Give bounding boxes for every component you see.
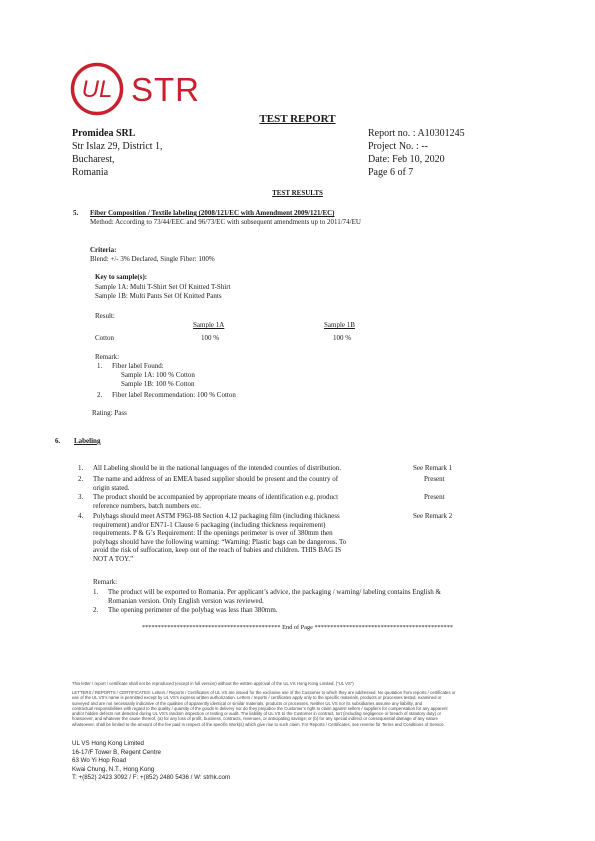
address-line: Kwai Chung, N.T., Hong Kong (72, 765, 155, 773)
footer-reproduction-note: This letter / report / certificate shall not be reproduced (except in full version) without the written approval of the UL VS Hong Kong Limited, (“UL VS”) (72, 681, 354, 686)
label-item-line: origin stated. (93, 483, 130, 492)
label-item-text (93, 493, 338, 510)
label-item-line: polybags should have the following warning: “Warning: Plastic bags can be dangerous. To (93, 537, 347, 546)
client-country: Romania (72, 167, 109, 178)
label-item-text (93, 512, 346, 564)
address-line: 63 Wo Yi Hop Road (72, 757, 127, 764)
disclaimer-line: and/or hidden defects not detected during UL VS’s random inspection or testing or audit. The liability of UL VS to the Customer in contract, tort (including negligence or breach of statutory duty) or (72, 711, 442, 717)
label-item-line: All Labeling should be in the national languages of the intended counties of distribution. (93, 464, 342, 472)
criteria-text: Blend: +/- 3% Declared, Single Fiber: 100% (90, 255, 215, 263)
remark6-text: The opening perimeter of the polybag was less than 380mm. (108, 606, 278, 614)
brand-name: STR (131, 71, 200, 108)
section6-number: 6. (55, 437, 61, 445)
client-block (72, 127, 163, 179)
disclaimer-line: contractual responsibilities with regard to the quality / quantity of the goods in delivery nor do they prejudice the Customer’s right to claim against sellers / suppliers for compensation for any apparent (72, 705, 448, 711)
rating: Rating: Pass (92, 409, 127, 417)
remark5-2-num: 2. (97, 391, 103, 399)
address-line: UL VS Hong Kong Limited (72, 740, 144, 747)
col-sample-1a: Sample 1A (193, 321, 225, 329)
remark6-num: 2. (93, 606, 99, 614)
label-item-result: See Remark 2 (413, 512, 453, 520)
remark5-label: Remark: (95, 353, 120, 361)
label-item-line: The name and address of an EMEA based supplier should be present and the country of (93, 475, 339, 483)
label-item-line: reference numbers, batch numbers etc. (93, 501, 202, 510)
sample-1b: Sample 1B: Multi Pants Set Of Knitted Pants (95, 292, 222, 300)
label-item-result: See Remark 1 (413, 464, 453, 472)
disclaimer-line: whatsoever, shall be limited to the amount of the fee paid in respect of the specific Work(s) which give rise to such claim. For Reports / Certificates, see reverse for Terms and Conditions of Service. (72, 721, 445, 727)
section5-method: Method: According to 73/44/EEC and 96/73/EC with subsequent amendments up to 2011/74/EU (90, 218, 361, 226)
disclaimer-line: LETTERS / REPORTS / CERTIFICATES: Letters / Reports / Certificates of UL VS are issued for the exclusive use of the Customer to which they are addressed. No quotation from reports / certificates or (72, 690, 456, 695)
row-cotton: Cotton (95, 334, 115, 342)
company-address (72, 740, 230, 783)
address-line: T: +(852) 2423 3092 / F: +(852) 2480 5436 / W: strhk.com (72, 774, 231, 781)
ul-mark-text: UL (81, 76, 113, 103)
report-info-block (368, 127, 465, 179)
col-sample-1b: Sample 1B (324, 321, 355, 329)
client-name: Promidea SRL (72, 128, 136, 139)
section5-number: 5. (73, 209, 79, 217)
disclaimer-line: howsoever, and whatever the cause thereof, (a) for any loss of profit, business, contracts, revenues, or anticipating savings; or (b) for any special indirect or consequential damage of any nature (72, 716, 438, 722)
label-item-line: Polybags should meet ASTM F963-08 Section 4.12 packaging film (including thickness (93, 512, 340, 520)
remark6-line: The product will be exported to Romania. Per applicant’s advice, the packaging / warning/ labeling contains English & (108, 588, 441, 596)
end-of-page: ******************************************** End of Page ******************************************** (142, 624, 453, 631)
results-heading: TEST RESULTS (272, 189, 323, 197)
ul-mark-icon (70, 62, 124, 116)
report-title: TEST REPORT (259, 113, 336, 125)
remark5-1-a: Sample 1A: 100 % Cotton (121, 371, 195, 379)
ul-logo (70, 62, 124, 116)
remark5-2-text: Fiber label Recommendation: 100 % Cotton (112, 391, 236, 399)
criteria-label: Criteria: (90, 246, 117, 254)
label-item-line: avoid the risk of suffocation, keep out of the reach of babies and children. THIS BAG IS (93, 546, 342, 555)
label-item-line: requirements. P & G’s Requirement: If the openings perimeter is over of 380mm then (93, 529, 333, 538)
address-line: 16-17/F Tower B, Regent Centre (72, 748, 161, 756)
label-item-result: Present (424, 493, 445, 501)
client-address: Str Islaz 29, District 1, (72, 141, 163, 152)
client-city: Bucharest, (72, 154, 115, 165)
value-1a: 100 % (201, 334, 220, 342)
section5-title: Fiber Composition / Textile labeling (2008/121/EC with Amendment 2009/121/EC) (90, 209, 335, 217)
label-item-num: 1. (78, 464, 84, 472)
key-label: Key to sample(s): (95, 273, 148, 281)
remark5-1-num: 1. (97, 362, 103, 370)
remark6-line: Romanian version. Only English version was reviewed. (108, 596, 264, 605)
label-item-num: 3. (78, 493, 84, 501)
label-item-text (93, 475, 338, 492)
sample-1a: Sample 1A: Multi T-Shirt Set Of Knitted T-Shirt (95, 283, 231, 291)
page-number: Page 6 of 7 (368, 167, 414, 178)
report-number: Report no. : A10301245 (368, 128, 465, 139)
label-item-result: Present (424, 475, 445, 483)
section6-title: Labeling (74, 437, 101, 445)
label-item-text (93, 464, 341, 473)
value-1b: 100 % (333, 334, 352, 342)
remark5-1-b: Sample 1B: 100 % Cotton (121, 380, 195, 388)
project-number: Project No. : -- (368, 141, 428, 152)
disclaimer-line: use of the UL VS’s name is permitted except by UL VS’s express written authorization. Letters / reports / certificates apply only to the specific materials, products or processes tested, examined or (72, 695, 442, 701)
remark6-text (108, 588, 441, 605)
remark5-1-text: Fiber label Found: (112, 362, 164, 370)
label-item-num: 2. (78, 475, 84, 483)
label-item-line: The product should be accompanied by appropriate means of identification e.g. product (93, 493, 339, 501)
label-item-line: requirement) and/or EN71-1 Clause 6 packaging (including thickness requirement) (93, 520, 326, 529)
remark6-num: 1. (93, 588, 99, 596)
remark6-label: Remark: (93, 578, 118, 586)
footer-disclaimer (72, 690, 532, 727)
disclaimer-line: surveyed and are not necessarily indicative of the qualities of apparently identical or similar materials, products or processes. Neither UL VS nor its subsidiaries assume any liability, and (72, 700, 423, 706)
label-item-num: 4. (78, 512, 84, 520)
label-item-line: NOT A TOY.” (93, 554, 134, 563)
report-date: Date: Feb 10, 2020 (368, 154, 445, 165)
result-label: Result: (95, 312, 115, 320)
